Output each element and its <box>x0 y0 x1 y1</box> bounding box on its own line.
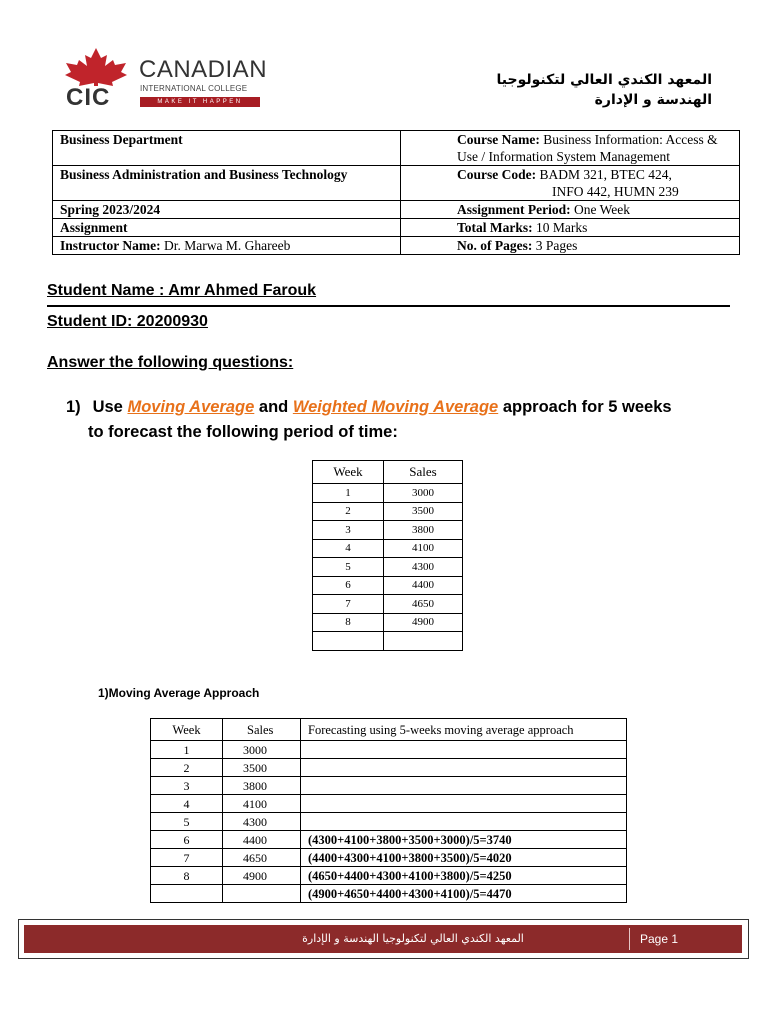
sales-cell: 3500 <box>223 759 301 777</box>
info-row <box>53 201 740 219</box>
table-row <box>313 613 463 632</box>
sales-cell: 3800 <box>384 521 463 540</box>
forecast-cell <box>301 795 627 813</box>
sales-cell: 4300 <box>384 558 463 577</box>
table-row <box>151 885 627 903</box>
question-1 <box>66 395 746 445</box>
marks-cell <box>401 219 740 237</box>
pages-value: 3 Pages <box>535 238 578 253</box>
student-id: Student ID: 20200930 <box>47 313 208 330</box>
table-row <box>313 558 463 577</box>
info-row <box>53 219 740 237</box>
course-code-label: Course Code: <box>457 167 537 182</box>
logo-name: CANADIAN <box>139 56 268 83</box>
table-row <box>151 831 627 849</box>
question-rest-2: to forecast the following period of time: <box>88 423 398 441</box>
footer-separator <box>629 928 630 950</box>
arabic-line-2: الهندسة و الإدارة <box>594 92 712 108</box>
logo-subtitle: INTERNATIONAL COLLEGE <box>140 84 248 93</box>
question-1-line-1 <box>66 395 746 420</box>
sales-cell: 4400 <box>223 831 301 849</box>
sales-cell: 4100 <box>384 539 463 558</box>
forecast-cell: (4300+4100+3800+3500+3000)/5=3740 <box>301 831 627 849</box>
table-row <box>151 741 627 759</box>
sales-cell <box>384 632 463 651</box>
forecast-cell: (4400+4300+4100+3800+3500)/5=4020 <box>301 849 627 867</box>
instructor-cell <box>53 237 401 255</box>
table-row <box>151 867 627 885</box>
info-row <box>53 237 740 255</box>
footer-band <box>24 925 742 953</box>
header-sales: Sales <box>384 461 463 484</box>
marks-value: 10 Marks <box>536 220 588 235</box>
college-logo <box>60 46 270 114</box>
week-cell: 5 <box>313 558 384 577</box>
forecast-cell: (4650+4400+4300+4100+3800)/5=4250 <box>301 867 627 885</box>
table-row <box>151 849 627 867</box>
header-week: Week <box>313 461 384 484</box>
info-row <box>53 131 740 166</box>
arabic-college-name <box>497 70 712 110</box>
sales-cell: 4650 <box>223 849 301 867</box>
moving-average-heading: 1)Moving Average Approach <box>98 686 260 700</box>
question-and: and <box>258 398 289 416</box>
header-week: Week <box>151 719 223 741</box>
sales-cell <box>223 885 301 903</box>
divider-rule <box>47 305 730 307</box>
course-name-value: Business Information: Access & Use / Information System Management <box>457 132 718 164</box>
week-cell: 3 <box>313 521 384 540</box>
arabic-line-1: المعهد الكندي العالي لتكنولوجيا <box>496 72 712 88</box>
table-row <box>313 595 463 614</box>
info-row <box>53 166 740 201</box>
pages-cell <box>401 237 740 255</box>
week-cell: 1 <box>151 741 223 759</box>
pages-label: No. of Pages: <box>457 238 533 253</box>
instructions-heading: Answer the following questions: <box>47 354 294 371</box>
table-row <box>313 484 463 503</box>
instructor-label: Instructor Name: <box>60 238 161 253</box>
table-row <box>313 576 463 595</box>
week-cell: 4 <box>313 539 384 558</box>
week-cell: 1 <box>313 484 384 503</box>
forecast-cell <box>301 777 627 795</box>
week-cell: 8 <box>151 867 223 885</box>
table-row <box>151 777 627 795</box>
table-row <box>151 813 627 831</box>
semester-cell: Spring 2023/2024 <box>53 201 401 219</box>
week-cell: 3 <box>151 777 223 795</box>
sales-cell: 4900 <box>384 613 463 632</box>
sales-cell: 4900 <box>223 867 301 885</box>
moving-average-table <box>150 718 627 903</box>
course-code-line2: INFO 442, HUMN 239 <box>552 184 679 199</box>
table-row <box>313 632 463 651</box>
logo-abbreviation: CIC <box>66 84 111 111</box>
period-cell <box>401 201 740 219</box>
ma-table-header <box>151 719 627 741</box>
course-name-cell <box>401 131 740 166</box>
header-forecast: Forecasting using 5-weeks moving average approach <box>301 719 627 741</box>
forecast-cell <box>301 741 627 759</box>
table-row <box>313 521 463 540</box>
sales-table-header <box>313 461 463 484</box>
week-cell: 6 <box>313 576 384 595</box>
forecast-cell <box>301 759 627 777</box>
maple-leaf-icon <box>60 46 132 86</box>
week-cell: 8 <box>313 613 384 632</box>
sales-cell: 4650 <box>384 595 463 614</box>
sales-cell: 3000 <box>223 741 301 759</box>
sales-cell: 4100 <box>223 795 301 813</box>
course-name-label: Course Name: <box>457 132 540 147</box>
week-cell <box>313 632 384 651</box>
question-rest-1: approach for 5 weeks <box>502 398 672 416</box>
week-cell: 7 <box>313 595 384 614</box>
week-cell: 4 <box>151 795 223 813</box>
instructor-value: Dr. Marwa M. Ghareeb <box>163 238 291 253</box>
week-cell: 6 <box>151 831 223 849</box>
course-info-table <box>52 130 740 255</box>
page-footer <box>18 919 749 959</box>
marks-label: Total Marks: <box>457 220 533 235</box>
sales-cell: 3800 <box>223 777 301 795</box>
sales-cell: 4400 <box>384 576 463 595</box>
sales-cell: 3500 <box>384 502 463 521</box>
assignment-cell: Assignment <box>53 219 401 237</box>
header-sales: Sales <box>223 719 301 741</box>
sales-cell: 4300 <box>223 813 301 831</box>
forecast-cell <box>301 813 627 831</box>
table-row <box>313 539 463 558</box>
page-number: Page 1 <box>640 932 679 946</box>
sales-cell: 3000 <box>384 484 463 503</box>
program-cell: Business Administration and Business Technology <box>53 166 401 201</box>
course-code-cell <box>401 166 740 201</box>
logo-tagline: MAKE IT HAPPEN <box>140 97 260 107</box>
method-moving-average: Moving Average <box>127 398 255 416</box>
week-cell: 2 <box>313 502 384 521</box>
footer-arabic-text: المعهد الكندي العالي لتكنولوجيا الهندسة و الإدارة <box>302 932 524 945</box>
period-label: Assignment Period: <box>457 202 571 217</box>
week-cell: 5 <box>151 813 223 831</box>
sales-table <box>312 460 463 651</box>
question-number: 1) <box>66 398 81 416</box>
student-name: Student Name : Amr Ahmed Farouk <box>47 282 317 299</box>
department-cell: Business Department <box>53 131 401 166</box>
week-cell: 7 <box>151 849 223 867</box>
table-row <box>151 795 627 813</box>
week-cell <box>151 885 223 903</box>
question-use: Use <box>92 398 123 416</box>
method-weighted-moving-average: Weighted Moving Average <box>292 398 499 416</box>
table-row <box>313 502 463 521</box>
course-code-line1: BADM 321, BTEC 424, <box>539 167 672 182</box>
period-value: One Week <box>574 202 631 217</box>
week-cell: 2 <box>151 759 223 777</box>
forecast-cell: (4900+4650+4400+4300+4100)/5=4470 <box>301 885 627 903</box>
table-row <box>151 759 627 777</box>
